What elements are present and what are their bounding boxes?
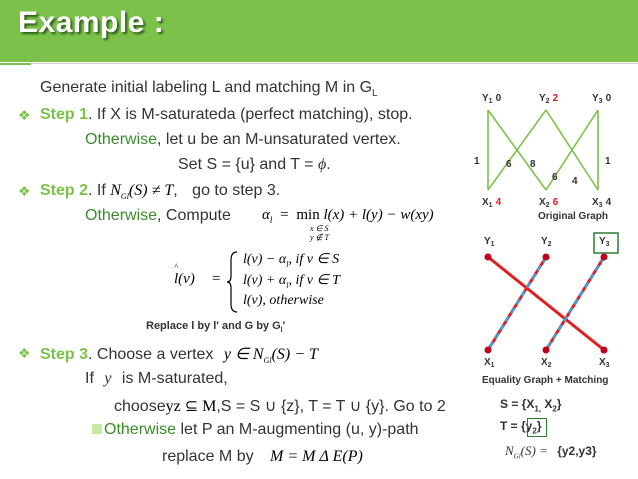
step3-choose2-math: yz ⊆ M (165, 398, 217, 415)
node-x3 (601, 347, 608, 354)
step1-otherwise-text: , let u be an M-unsaturated vertex. (157, 131, 401, 148)
eq-edge-x3-y1 (488, 257, 604, 350)
step3-replace-text: replace M by (162, 448, 254, 465)
equality-graph (468, 232, 638, 390)
original-graph-edges (488, 110, 598, 190)
result-s (500, 397, 562, 413)
step2-goto: go to step 3. (192, 182, 281, 199)
step2-condition (110, 182, 174, 202)
original-graph-caption: Original Graph (538, 211, 609, 222)
bullet-icon: ❖ (18, 107, 31, 123)
og-y1: $Y_1$ 0 (482, 93, 502, 105)
case-brace (226, 250, 240, 314)
step2-comma: , (173, 182, 178, 199)
eg-x3: $X_3$ (599, 357, 610, 369)
replace-sub: l (280, 327, 283, 335)
step3-otherwise-word: Otherwise (104, 421, 177, 438)
step3-label: Step 3 (40, 346, 89, 363)
alpha-symbol: α (262, 207, 270, 223)
step3-line (40, 344, 318, 365)
result-t-sub: 2 (532, 426, 537, 436)
step1-text: . If X is M-saturateda (perfect matching), stop. (88, 106, 413, 123)
node-x2 (543, 347, 550, 354)
og-x3: $X_3$ 4 (592, 197, 612, 209)
replace-end: ' (282, 320, 286, 332)
og-x2: $X_2$ 6 (539, 197, 559, 209)
eg-x1: $X_1$ (484, 357, 495, 369)
step3-choose2-rest: ,S = S ∪ {z}, T = T ∪ {y}. Go to 2 (216, 398, 446, 415)
eg-y3: $Y_3$ (599, 236, 610, 248)
y2-highlight-box (527, 418, 547, 437)
node-y2 (543, 254, 550, 261)
case-2-cond: , if v ∈ T (288, 273, 340, 288)
min-subscripts (310, 224, 329, 242)
result-t-end: } (536, 419, 542, 433)
step1-end: . (326, 156, 331, 173)
result-n-rest: (S) = (520, 443, 548, 458)
intro-line (40, 79, 378, 99)
step3-choose-text: . Choose a vertex (88, 346, 214, 363)
eg-y2: $Y_2$ (541, 236, 552, 248)
result-n (505, 443, 597, 460)
step2-otherwise-word: Otherwise (85, 207, 158, 224)
step3-choose2-line (114, 396, 446, 416)
result-t-text: T = {y (500, 419, 533, 433)
step2-label: Step 2 (40, 182, 89, 199)
step3-replace-math: M = M Δ E(P) (270, 448, 363, 465)
step3-math (223, 346, 318, 366)
step2-compute-text: , Compute (157, 207, 231, 224)
hat-symbol: ^ (174, 262, 178, 272)
weight-6b: 6 (552, 172, 558, 183)
eg-y1: $Y_1$ (484, 236, 495, 248)
intro-text: Generate initial labeling L and matching M in G (40, 79, 373, 96)
intro-subscript: L (372, 88, 378, 100)
weight-8: 8 (530, 159, 536, 170)
weight-6a: 6 (506, 159, 512, 170)
eg-x2: $X_2$ (541, 357, 552, 369)
step3-if-line (85, 370, 228, 388)
cond-rest: (S) ≠ T (128, 182, 174, 199)
highlight-marker (92, 424, 102, 434)
step3-math-n: y ∈ N (223, 346, 264, 363)
case-eq: = (212, 271, 221, 287)
hat-l: l(v) (174, 271, 195, 287)
step3-if: If (85, 370, 94, 387)
title-rule (31, 63, 638, 64)
node-y1 (485, 254, 492, 261)
step1-line (40, 106, 413, 124)
result-n-value: {y2,y3} (557, 444, 597, 458)
case-2-sub: l (286, 280, 289, 290)
bullet-icon: ❖ (18, 183, 31, 199)
case-1-expr: l(v) − α (243, 252, 287, 267)
result-s-mid: X (541, 397, 553, 411)
alpha-eq: = (280, 207, 289, 223)
og-y2: $Y_2$ 2 (539, 93, 559, 105)
step3-replace-line (162, 448, 363, 466)
weight-1a: 1 (474, 156, 480, 167)
og-x1: $X_1$ 4 (482, 197, 502, 209)
step1-set-line (178, 156, 331, 174)
node-x1 (485, 347, 492, 354)
min-sub-x: x ∈ S (310, 224, 329, 233)
step1-otherwise-word: Otherwise (85, 131, 158, 148)
step3-if-y: y (104, 370, 112, 387)
equality-graph-caption: Equality Graph + Matching (482, 375, 609, 386)
og-y3: $Y_3$ 0 (592, 93, 612, 105)
case-2 (243, 272, 340, 290)
step1-otherwise-line (85, 131, 401, 149)
min-operator: min (296, 207, 320, 223)
step1-set-text: Set S = {u} and T = (178, 156, 318, 173)
alpha-subscript: l (269, 215, 273, 225)
step3-math-rest: (S) − T (271, 346, 318, 363)
result-n-symbol: N (505, 443, 514, 458)
step3-choose2: choose (114, 398, 166, 415)
case-2-expr: l(v) + α (243, 273, 287, 288)
cond-sub: Gl (120, 192, 129, 202)
min-expression: l(x) + l(y) − w(xy) (323, 207, 434, 223)
step3-otherwise-text: let P an M-augmenting (u, y)-path (180, 421, 419, 438)
result-s-text: S = {X (500, 397, 535, 411)
step3-if-rest: is M-saturated, (121, 370, 228, 387)
replace-text: Replace l by l' and G by G (146, 320, 281, 332)
min-sub-y: y ∉ T (310, 233, 329, 242)
step3-math-sub: Gl (263, 356, 272, 366)
weight-4: 4 (572, 176, 578, 187)
case-1 (243, 251, 339, 269)
weight-1b: 1 (605, 156, 611, 167)
step1-label: Step 1 (40, 106, 89, 123)
replace-note (146, 320, 285, 334)
case-1-cond: , if v ∈ S (288, 252, 340, 267)
phi-symbol: ϕ (317, 156, 327, 173)
original-graph (468, 70, 638, 230)
node-y3 (601, 254, 608, 261)
result-s-sub2: 2 (552, 404, 557, 414)
step2-line (40, 182, 280, 201)
result-s-sub1: 1, (534, 404, 542, 414)
step2-otherwise-line (85, 207, 231, 225)
result-s-end: } (556, 397, 562, 411)
cond-n: N (110, 182, 121, 199)
alpha-formula (262, 207, 434, 225)
case-3: l(v), otherwise (243, 293, 324, 308)
step2-if-text: . If (88, 182, 106, 199)
bullet-icon: ❖ (18, 345, 31, 361)
title-rule-accent (0, 63, 31, 65)
slide-title: Example : (18, 6, 165, 39)
case-1-sub: l (286, 259, 289, 269)
result-n-sub: Gl (513, 452, 521, 461)
step3-otherwise-line (104, 421, 419, 439)
